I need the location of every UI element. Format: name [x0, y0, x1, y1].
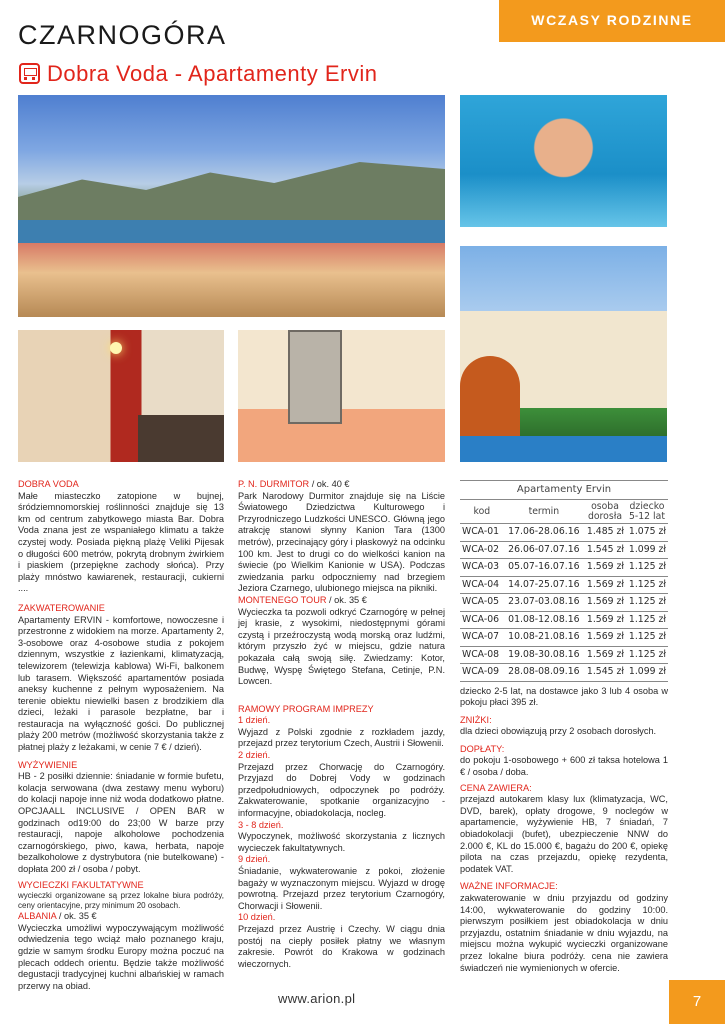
- category-label: WCZASY RODZINNE: [531, 12, 693, 28]
- cell-child: 1.125 zł: [626, 594, 668, 612]
- page-number: 7: [692, 993, 702, 1010]
- kids-pool-photo: [460, 95, 667, 227]
- col-header-child: dziecko 5-12 lat: [626, 500, 668, 524]
- hotel-title: Dobra Voda - Apartamenty Ervin: [47, 61, 378, 86]
- cell-termin: 14.07-25.07.16: [504, 576, 584, 594]
- day-heading: 1 dzień.: [238, 715, 271, 726]
- section-text: przejazd autokarem klasy lux (klimatyzacja, WC, DVD, barek), opłaty drogowe, 9 noclegów w apartamencie, wyżywienie HB, 7 śniadań, 7 obiadokolacji (bufet), ubezpieczenie NNW do 2.000 €, KL do 15.000 €, bagażu do 200 €, opiekę pilota na czas przejazdu, opiekę rezydenta, podatek VAT.: [460, 794, 668, 874]
- website-link[interactable]: www.arion.pl: [278, 991, 356, 1006]
- table-row: [460, 629, 668, 647]
- category-banner: [499, 0, 725, 42]
- country-title: CZARNOGÓRA: [18, 20, 227, 50]
- day-text: Przejazd przez Austrię i Czechy. W ciągu dnia postój na ciepły posiłek płatny we własnym zakresie. Powrót do Krakowa w godzinach wieczornych.: [238, 923, 445, 969]
- section-text: do pokoju 1-osobowego + 600 zł taksa hotelowa 1 € / osoba / doba.: [460, 755, 668, 778]
- bus-icon: [19, 63, 40, 84]
- col-header-kod: kod: [460, 500, 504, 524]
- cell-child: 1.125 zł: [626, 576, 668, 594]
- price-table-title: Apartamenty Ervin: [460, 481, 668, 500]
- cell-child: 1.125 zł: [626, 559, 668, 577]
- day-heading: 2 dzień.: [238, 750, 271, 761]
- section-heading: WYŻYWIENIE: [18, 759, 78, 770]
- page-number-box: [669, 980, 725, 1024]
- trip-heading: ALBANIA: [18, 911, 57, 922]
- table-row: [460, 576, 668, 594]
- cell-termin: 19.08-30.08.16: [504, 646, 584, 664]
- cell-adult: 1.485 zł: [584, 524, 626, 542]
- program-heading: RAMOWY PROGRAM IMPREZY: [238, 703, 374, 714]
- section-text: Park Narodowy Durmitor znajduje się na Liście Światowego Dziedzictwa Kulturowego i Przyrodniczego Ludzkości UNESCO. Główną jego atrakcję stanowi słynny Kanion Tara (1300 metrów), przecinający góry i płaskowyż na odcinku 100 km. Jest to drugi co do wielkości kanion na świecie (po Wielkim Kanionie w USA). Podczas zwiedzania parku odpoczniemy nad brzegiem Jeziora Czarnego, ulubionego miejsca na pikniki.: [238, 490, 445, 594]
- trip-price: / ok. 35 €: [326, 594, 367, 605]
- day-text: Wypoczynek, możliwość skorzystania z licznych wycieczek fakultatywnych.: [238, 831, 445, 853]
- cell-kod: WCA-01: [460, 524, 504, 542]
- day-heading: 10 dzień.: [238, 912, 276, 923]
- day-heading: 3 - 8 dzień.: [238, 819, 284, 830]
- cell-child: 1.125 zł: [626, 629, 668, 647]
- table-note: dziecko 2-5 lat, na dostawce jako 3 lub 4 osoba w pokoju płaci 395 zł.: [460, 685, 668, 708]
- section-heading: CENA ZAWIERA:: [460, 782, 532, 793]
- villa-photo: [460, 246, 667, 462]
- cell-kod: WCA-09: [460, 664, 504, 682]
- cell-kod: WCA-06: [460, 611, 504, 629]
- cell-termin: 01.08-12.08.16: [504, 611, 584, 629]
- price-table: [460, 480, 668, 682]
- section-text: Wycieczka umożliwi wypoczywającym możliwość odwiedzenia tego wciąż mało poznanego kraju, gdzie w samym środku Europy można poczuć na plecach oddech orientu. Będzie także możliwość degustacji tradycyjnej kuchni albańskiej w ramach przerwy na obiad.: [18, 922, 224, 991]
- table-row: [460, 524, 668, 542]
- section-text: Małe miasteczko zatopione w bujnej, śródziemnomorskiej roślinności znajduje się 13 km od centrum zabytkowego miasta Bar. Dobra Voda znana jest ze wspaniałego klimatu a także czystej wody. Posiada piękną plażę Veliki Pijesak o długości 600 metrów, pokrytą drobnym żwirkiem i piaskiem (przepiękne zachody słońca). Przy plaży mnóstwo kawiarenek, restauracji, cukierni ....: [18, 490, 224, 594]
- cell-termin: 28.08-08.09.16: [504, 664, 584, 682]
- cell-kod: WCA-03: [460, 559, 504, 577]
- column-right: [460, 480, 668, 974]
- cell-child: 1.125 zł: [626, 611, 668, 629]
- column-middle: [238, 479, 445, 970]
- table-row: [460, 559, 668, 577]
- cell-child: 1.099 zł: [626, 664, 668, 682]
- trip-heading: MONTENEGO TOUR: [238, 594, 327, 605]
- cell-kod: WCA-02: [460, 541, 504, 559]
- cell-termin: 26.06-07.07.16: [504, 541, 584, 559]
- col-header-adult: osoba dorosła: [584, 500, 626, 524]
- section-text: Wycieczka ta pozwoli odkryć Czarnogórę w pełnej jej krasie, z wysokimi, niedostępnymi górami czystą i przeźroczystą wodą morską oraz ludźmi, którym przyszło żyć w miejscu, gdzie natura pokazała całą swoją siłę. Zwiedzamy: Kotor, Budwę, Wyspę Świętego Stefana, Cetinje, P.N. Lowcen.: [238, 606, 445, 687]
- section-text: Apartamenty ERVIN - komfortowe, nowoczesne i przestronne z widokiem na morze. Apartamenty 2, 3-osobowe oraz 4-osobowe studia z pokojem dziennym, wszystkie z łazienkami, klimatyzacją, telewizorem (telewizja kablowa) Wi-Fi, balkonem lub tarasem. Większość apartamentów posiada aneksy kuchenne z pełnym wyposażeniem. Na terenie obiektu niewielki basen z brodzikiem dla dzieci, leżaki i parasole bezpłatne, bar i restauracja na wyłączność gości. Do publicznej plaży 200 metrów (możliwość skorzystania także z płatnej plaży z leżakami, w cenie 7 € / dzień).: [18, 614, 224, 753]
- cell-termin: 23.07-03.08.16: [504, 594, 584, 612]
- table-row: [460, 541, 668, 559]
- cell-kod: WCA-08: [460, 646, 504, 664]
- column-left: [18, 479, 224, 992]
- table-row: [460, 664, 668, 682]
- trip-heading: P. N. DURMITOR: [238, 479, 310, 489]
- table-row: [460, 594, 668, 612]
- beach-photo: [18, 95, 445, 317]
- day-text: Śniadanie, wykwaterowanie z pokoi, złożenie bagaży w wyznaczonym miejscu. Wyjazd w drogę powrotną. Przejazd przez terytorium Czarnogóry, Chorwacji i Słowenii.: [238, 866, 445, 911]
- day-text: Wyjazd z Polski zgodnie z rozkładem jazdy, przejazd przez terytorium Czech, Austrii i Słowenii.: [238, 726, 445, 749]
- bedroom-photo: [238, 330, 445, 462]
- cell-adult: 1.569 zł: [584, 629, 626, 647]
- cell-termin: 17.06-28.06.16: [504, 524, 584, 542]
- cell-termin: 05.07-16.07.16: [504, 559, 584, 577]
- trip-price: / ok. 40 €: [309, 479, 350, 489]
- day-text: Przejazd przez Chorwację do Czarnogóry. Przyjazd do Dobrej Vody w godzinach przedpołudniowych, odpoczynek po podróży. Zakwaterowanie, spotkanie organizacyjno - informacyjne, obiadokolacja, nocleg.: [238, 761, 445, 819]
- section-text: wycieczki organizowane są przez lokalne biura podróży, ceny orientacyjne, przy minimum 20 osobach.: [18, 891, 224, 911]
- cell-child: 1.075 zł: [626, 524, 668, 542]
- table-row: [460, 646, 668, 664]
- trip-price: / ok. 35 €: [56, 911, 97, 922]
- table-row: [460, 611, 668, 629]
- cell-adult: 1.569 zł: [584, 559, 626, 577]
- section-text: zakwaterowanie w dniu przyjazdu od godziny 14:00, wykwaterowanie do godziny 10:00. pierwszym posiłkiem jest obiadokolacja w dniu przyjazdu, ostatnim śniadanie w dniu wyjazdu, na miejscu można wykupić wycieczki organizowane przez lokalne biura podróży. cena nie zawiera świadczeń nie wymienionych w ofercie.: [460, 893, 668, 973]
- cell-kod: WCA-07: [460, 629, 504, 647]
- cell-adult: 1.569 zł: [584, 594, 626, 612]
- cell-kod: WCA-04: [460, 576, 504, 594]
- section-heading: WYCIECZKI FAKULTATYWNE: [18, 879, 144, 890]
- cell-adult: 1.569 zł: [584, 576, 626, 594]
- cell-child: 1.125 zł: [626, 646, 668, 664]
- section-heading: ZNIŻKI:: [460, 714, 492, 725]
- section-text: dla dzieci obowiązują przy 2 osobach dorosłych.: [460, 726, 657, 737]
- cell-kod: WCA-05: [460, 594, 504, 612]
- section-heading: DOPŁATY:: [460, 743, 505, 754]
- cell-child: 1.099 zł: [626, 541, 668, 559]
- apartment-interior-photo: [18, 330, 224, 462]
- cell-termin: 10.08-21.08.16: [504, 629, 584, 647]
- section-text: HB - 2 posiłki dziennie: śniadanie w formie bufetu, kolacja serwowana (dwa zestawy menu wyboru) do kolacji napoje inne niż woda dodatkowo płatne. OPCJAALL INCLUSIVE / OPEN BAR w godzinach od19:00 do 23;00 W barze przy restauracji, napoje alkoholowe pochodzenia czarnogórskiego, piwo, kawa, herbata, napoje bezalkoholowe z dystrybutora (nie butelkowane) - dopłata 200 zł / osoba / pobyt.: [18, 771, 224, 874]
- section-heading: DOBRA VODA: [18, 479, 79, 489]
- cell-adult: 1.569 zł: [584, 646, 626, 664]
- cell-adult: 1.545 zł: [584, 664, 626, 682]
- section-heading: WAŻNE INFORMACJE:: [460, 881, 558, 892]
- cell-adult: 1.569 zł: [584, 611, 626, 629]
- cell-adult: 1.545 zł: [584, 541, 626, 559]
- day-heading: 9 dzień.: [238, 854, 271, 865]
- col-header-termin: termin: [504, 500, 584, 524]
- section-heading: ZAKWATEROWANIE: [18, 602, 105, 613]
